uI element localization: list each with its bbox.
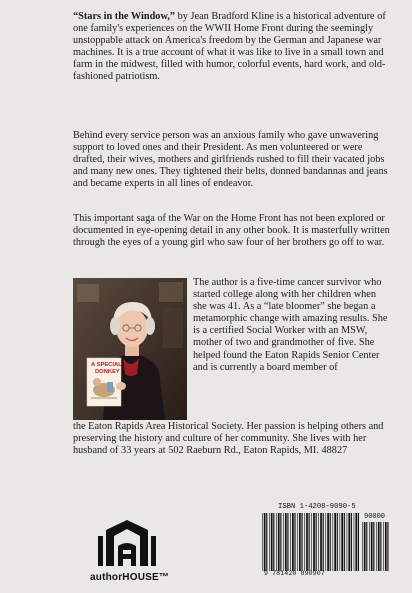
- barcode-bar: [371, 522, 373, 571]
- barcode-bar: [362, 522, 363, 571]
- barcode-bar: [330, 513, 331, 571]
- barcode-bar: [333, 513, 334, 571]
- barcode-bar: [347, 513, 348, 571]
- barcode-bar: [316, 513, 317, 571]
- description-paragraph-3: This important saga of the War on the Home Front has not been explored or documented in eye-opening detail in any other book. It is masterfully written through the eyes of a young girl who saw four of her brothers go off to war.: [73, 213, 390, 249]
- barcode-bar: [276, 513, 277, 571]
- barcode-bar: [344, 513, 345, 571]
- barcode-bar: [309, 513, 310, 571]
- barcode-bar: [292, 513, 294, 571]
- barcode-bar: [358, 513, 359, 571]
- author-bio-side-text: The author is a five-time cancer survivor who started college along with her children when she was 41. As a “late bloomer” she began a metamorphic change with amazing results. She is a certified Social Worker with an MSW, mother of two and grandmother of five. She helped found the Eaton Rapids Senior Center and is currently a board member of: [193, 277, 388, 373]
- barcode-bar: [311, 513, 312, 571]
- held-book-title-line1: A SPECIAL: [91, 362, 122, 368]
- barcode-bar: [341, 513, 343, 571]
- barcode-bar: [283, 513, 284, 571]
- barcode-bar: [318, 513, 319, 571]
- description-paragraph-1-text: by Jean Bradford Kline is a historical adventure of one family's experiences on the WWII Home Front during the seemingly unstoppable attack on America's freedom by the German and Japanese war machines. It is a true account of what it was like to live in a small town and farm in the midwest, filled with humor, colorful events, hard work, and old-fashioned patriotism.: [73, 11, 386, 83]
- barcode-bar: [304, 513, 305, 571]
- barcode-bar: [355, 513, 357, 571]
- isbn-barcode: [256, 503, 394, 579]
- barcode-bar: [278, 513, 280, 571]
- barcode-bar: [378, 522, 380, 571]
- barcode-bar: [313, 513, 315, 571]
- barcode-bar: [325, 513, 326, 571]
- barcode-bar: [290, 513, 291, 571]
- price-barcode-bars: [362, 522, 390, 571]
- barcode-bar: [380, 522, 381, 571]
- barcode-bar: [294, 513, 295, 571]
- barcode-bar: [376, 522, 377, 571]
- barcode-bar: [354, 513, 355, 571]
- description-paragraph-2: Behind every service person was an anxious family who gave unwavering support to loved ones and their President. As men volunteered or were drafted, their wives, mothers and girlfriends rushed to fill their vacated jobs and many new ones. They tightened their belts, donned bandannas and jeans and became experts in all lines of endeavor.: [73, 130, 388, 190]
- barcode-bar: [364, 522, 366, 571]
- author-photo: [73, 278, 187, 420]
- barcode-bar: [323, 513, 324, 571]
- barcode-bar: [366, 522, 367, 571]
- publisher-name: authorHOUSE™: [90, 572, 170, 583]
- barcode-bars: [262, 513, 360, 571]
- barcode-bar: [297, 513, 298, 571]
- price-code: 90000: [364, 513, 386, 521]
- isbn-text: ISBN 1-4208-9090-5: [278, 503, 356, 511]
- description-paragraph-1: [73, 11, 391, 84]
- authorhouse-logo-icon: [92, 516, 162, 574]
- barcode-bar: [271, 513, 273, 571]
- barcode-bar: [280, 513, 281, 571]
- barcode-bar: [287, 513, 288, 571]
- barcode-bar: [334, 513, 336, 571]
- barcode-bar: [273, 513, 274, 571]
- barcode-bar: [385, 522, 387, 571]
- author-bio-full-text: the Eaton Rapids Area Historical Society. Her passion is helping others and preserving the history and culture of her community. She lives with her husband of 33 years at 502 Raeburn Rd., Eaton Rapids, MI. 48827: [73, 421, 384, 457]
- barcode-bar: [383, 522, 384, 571]
- barcode-bar: [369, 522, 370, 571]
- barcode-bar: [373, 522, 374, 571]
- barcode-bar: [348, 513, 350, 571]
- barcode-bar: [264, 513, 266, 571]
- barcode-digits: 9 781420 890907: [264, 570, 325, 577]
- barcode-bar: [266, 513, 267, 571]
- barcode-bar: [299, 513, 301, 571]
- barcode-bar: [337, 513, 338, 571]
- barcode-bar: [340, 513, 341, 571]
- barcode-bar: [285, 513, 287, 571]
- barcode-bar: [351, 513, 352, 571]
- barcode-bar: [320, 513, 322, 571]
- book-title-inline: “Stars in the Window,”: [73, 11, 176, 22]
- held-book-title-line2: DONKEY: [95, 369, 120, 375]
- barcode-bar: [306, 513, 308, 571]
- barcode-bar: [327, 513, 329, 571]
- barcode-bar: [387, 522, 388, 571]
- barcode-bar: [269, 513, 270, 571]
- barcode-bar: [301, 513, 302, 571]
- barcode-bar: [262, 513, 263, 571]
